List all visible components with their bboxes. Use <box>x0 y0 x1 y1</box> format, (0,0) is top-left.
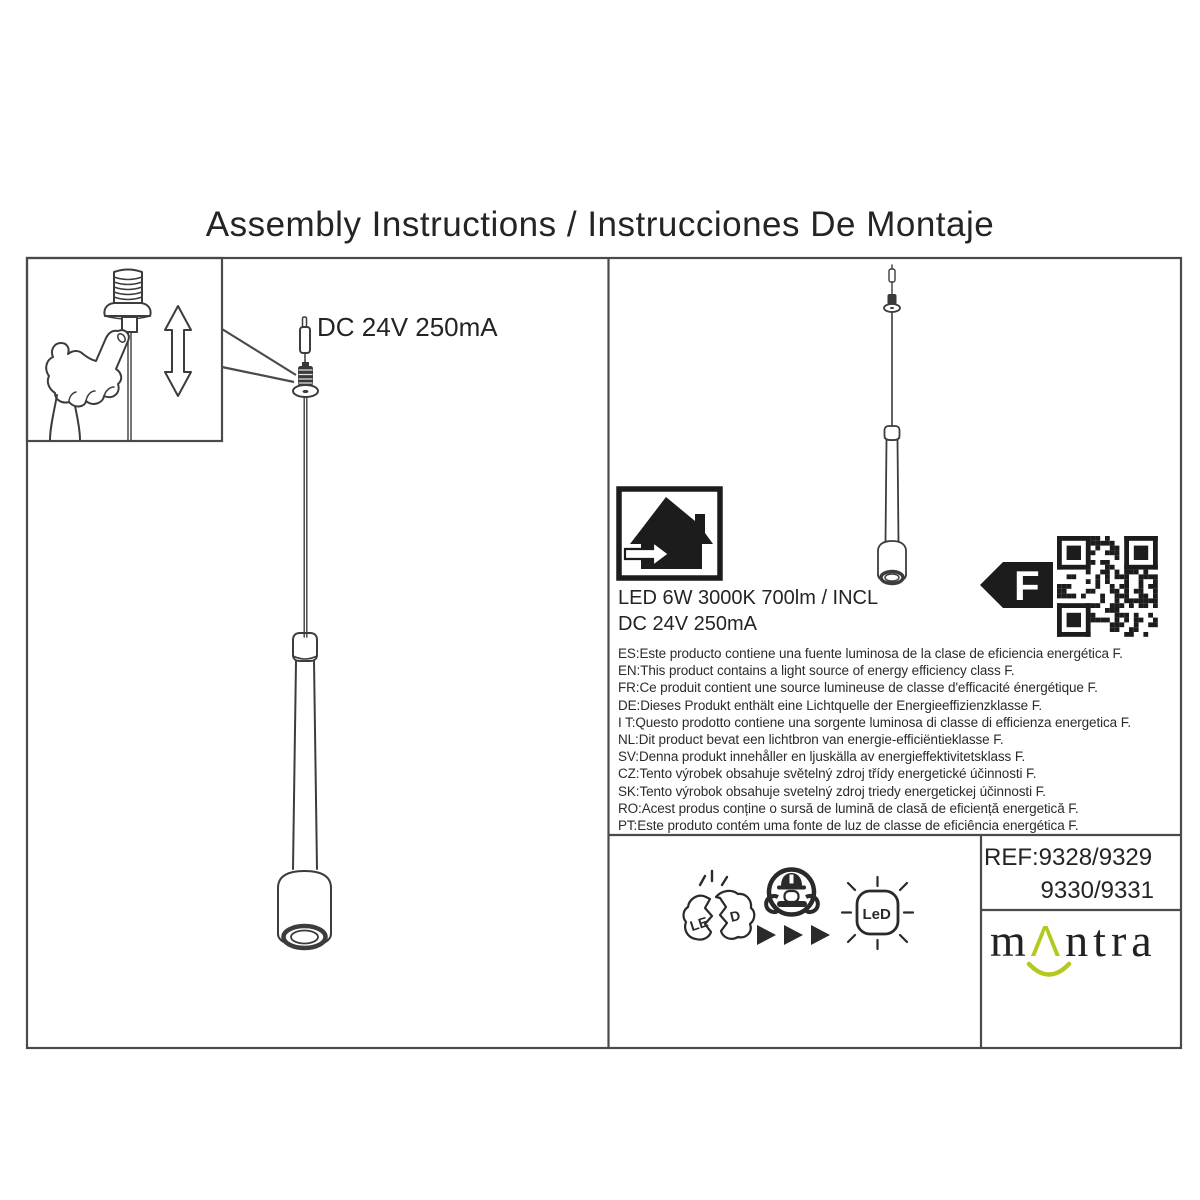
statement-es: ES:Este producto contiene una fuente luminosa de la clase de eficiencia energética F. <box>618 646 1123 661</box>
broken-led-icon <box>684 871 755 940</box>
statement-ro: RO:Acest produs conține o sursă de lumină de clasă de eficiență energetică F. <box>618 800 1079 816</box>
pendant-lamp-left-drawing <box>278 317 331 948</box>
energy-class-arrow-icon <box>980 562 1053 609</box>
cable-drawing-inset <box>128 332 131 440</box>
statement-sv: SV:Denna produkt innehåller en ljuskälla av energieffektivitetsklass F. <box>618 749 1026 765</box>
statement-cz: CZ:Tento výrobek obsahuje světelný zdroj třídy energetické účinnosti F. <box>618 766 1037 782</box>
main-frame <box>27 258 1181 1048</box>
qr-code <box>1057 536 1158 637</box>
frame-lines <box>27 258 1181 1048</box>
led-spec-line-2: DC 24V 250mA <box>618 613 757 635</box>
hand-icon <box>46 330 129 440</box>
statement-it: I T:Questo prodotto contiene una sorgente luminosa di classe di efficienza energetica F. <box>618 714 1132 730</box>
led-replace-icon <box>842 877 913 949</box>
logo-text-ntra: ntra <box>1065 915 1157 966</box>
ref-line-1: REF:9328/9329 <box>984 844 1153 871</box>
energy-class-letter: F <box>1014 562 1040 609</box>
arrows-sequence-icon <box>757 925 830 945</box>
callout-line-top <box>222 329 296 375</box>
ref-line-2: 9330/9331 <box>1040 877 1154 904</box>
led-spec-line-1: LED 6W 3000K 700lm / INCL <box>618 587 879 609</box>
indoor-use-icon <box>619 489 720 578</box>
dc-spec-label: DC 24V 250mA <box>317 312 498 342</box>
suspension-cable-drawing <box>304 397 307 637</box>
statement-en: EN:This product contains a light source of energy efficiency class F. <box>618 663 1015 679</box>
pendant-lamp-right-drawing <box>878 265 906 584</box>
inset-detail-drawing <box>46 270 191 441</box>
page-title: Assembly Instructions / Instrucciones De Montaje <box>205 205 995 244</box>
broken-led-label-right: D <box>728 906 742 925</box>
statement-nl: NL:Dit product bevat een lichtbron van energie-efficiëntieklasse F. <box>618 732 1004 748</box>
lamp-shade-drawing <box>278 871 331 948</box>
dc-connector-small <box>889 269 895 282</box>
threaded-stud-drawing <box>104 270 150 333</box>
logo-text-m: m <box>990 915 1031 966</box>
statement-de: DE:Dieses Produkt enthält eine Lichtquelle der Energieeffizienzklasse F. <box>618 697 1043 713</box>
led-badge-label: LeD <box>862 906 891 923</box>
logo-caret: Λ <box>1030 917 1066 966</box>
up-down-arrow-icon <box>165 306 191 396</box>
broken-led-label-left: LE <box>687 913 710 935</box>
cable-gripper-drawing <box>293 362 318 397</box>
logo-smile-arc <box>1029 964 1069 975</box>
statement-sk: SK:Tento výrobok obsahuje svetelný zdroj triedy energetickej účinnosti F. <box>618 783 1046 799</box>
face <box>785 891 799 902</box>
callout-line-bottom <box>222 367 294 382</box>
dc-connector-drawing <box>300 317 310 363</box>
technician-icon <box>766 870 818 915</box>
statement-pt: PT:Este produto contém uma fonte de luz de classe de eficiência energética F. <box>618 818 1079 834</box>
statement-fr: FR:Ce produit contient une source lumineuse de classe d'efficacité énergétique F. <box>618 680 1098 696</box>
lamp-stem-drawing <box>293 633 317 869</box>
